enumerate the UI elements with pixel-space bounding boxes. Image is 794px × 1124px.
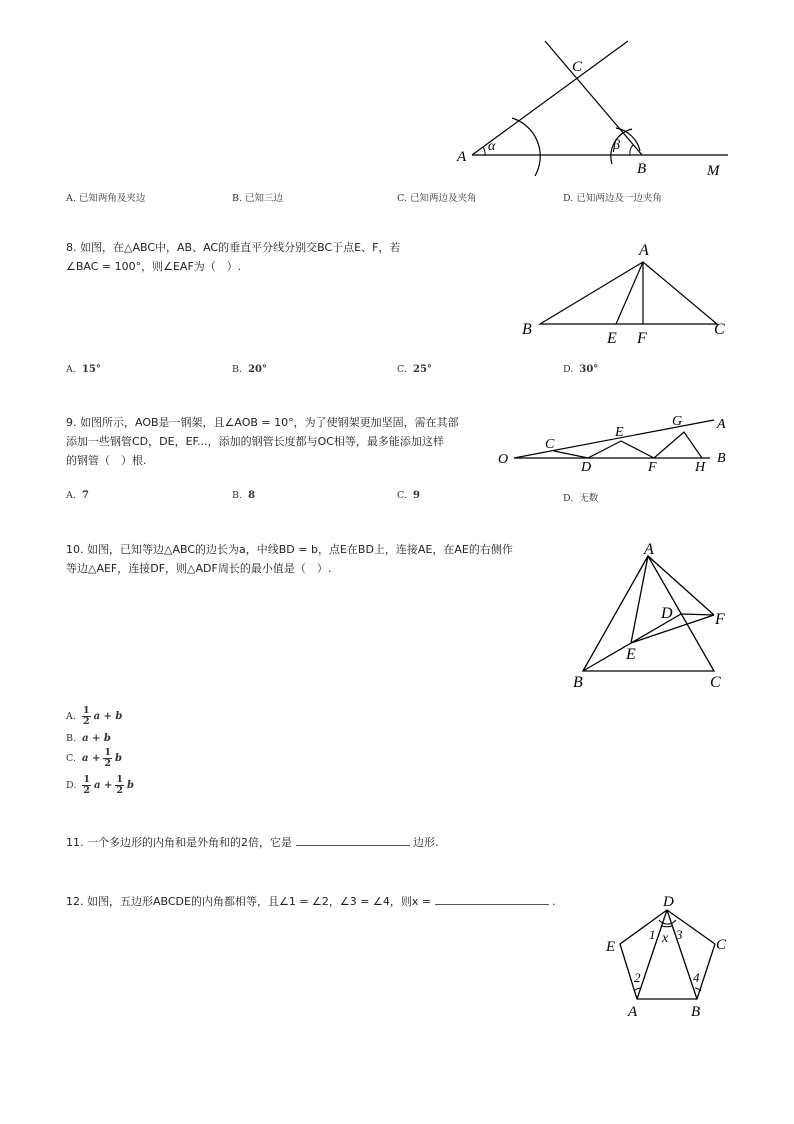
option-expr: a + b [82,733,111,744]
q9-label-E: E [615,425,624,440]
q10-label-E: E [626,646,636,663]
q7-label-beta: β [613,138,620,153]
q7-figure [450,36,740,186]
q10-label-C: C [710,674,721,691]
option-value: 无数 [579,493,599,504]
option-letter: A. [66,490,76,501]
option-value: 25° [413,364,432,375]
q7-option-c[interactable] [397,190,477,204]
q11-stem-pre: 11. 一个多边形的内角和是外角和的2倍，它是 [66,836,292,849]
option-letter: D. [66,780,77,791]
option-letter: C. [397,490,407,501]
option-value: 30° [579,364,599,375]
option-letter: B. [66,733,77,744]
option-letter: A. [66,711,76,722]
q7-label-alpha: α [488,139,496,154]
option-letter: B. [232,490,243,501]
option-value: 8 [248,490,256,501]
q10-stem [66,540,566,578]
option-letter: D. [563,193,574,204]
option-letter: B. [232,193,243,204]
option-letter: C. [397,364,407,375]
q9-option-b[interactable] [232,490,255,501]
q8-label-F: F [637,330,647,347]
q9-stem-line3: 的钢管（ ）根. [66,454,147,467]
q12-stem-pre: 12. 如图，五边形ABCDE的内角都相等，且∠1 = ∠2，∠3 = ∠4，则x = [66,895,432,908]
option-expr-post: b [127,780,135,791]
q8-label-C: C [714,321,725,338]
q11-answer-blank[interactable] [296,834,410,846]
q7-label-B: B [637,161,647,177]
q9-stem-line1: 9. 如图所示，AOB是一钢架，且∠AOB = 10°，为了使钢架更加坚固，需在其部 [66,416,459,429]
q10-option-b[interactable] [66,733,111,744]
option-expr-pre: a + [82,753,101,764]
q10-label-F: F [715,611,725,628]
q9-label-O: O [498,452,509,467]
q9-label-G: G [672,414,683,429]
option-value: 9 [413,490,420,501]
q9-label-B: B [717,451,726,466]
option-text: 已知两边及夹角 [409,193,477,204]
option-text: 已知两角及夹边 [78,193,146,204]
option-text: 已知两边及一边夹角 [576,193,662,204]
q7-option-a[interactable] [66,190,145,204]
q7-option-d[interactable] [563,190,662,204]
option-letter: D. [563,493,574,504]
q8-option-c[interactable] [397,364,432,375]
q8-option-b[interactable] [232,364,267,375]
q8-stem-line1: 8. 如图，在△ABC中，AB、AC的垂直平分线分别交BC于点E、F，若 [66,241,401,254]
q12-label-3: 3 [676,927,683,942]
q8-option-a[interactable] [66,364,101,375]
q10-label-B: B [573,674,583,691]
q9-stem [66,413,496,470]
option-value: 15° [81,364,101,375]
q8-label-B: B [522,321,532,338]
q7-label-A: A [457,149,467,165]
q12-figure [600,890,740,1022]
q12-label-1: 1 [649,927,656,942]
q12-answer-blank[interactable] [435,893,549,905]
q10-label-D: D [661,605,673,622]
q7-label-C: C [572,59,583,75]
q9-label-H: H [695,460,706,475]
q11-stem-post: 边形. [413,836,439,849]
q9-option-d[interactable] [563,490,598,504]
q10-option-c[interactable] [66,748,122,769]
q10-option-a[interactable] [66,706,122,727]
option-expr-mid: a + [94,780,113,791]
q9-label-F: F [648,460,657,475]
option-letter: D. [563,364,574,375]
q9-label-C: C [545,437,555,452]
q12-stem-post: . [552,895,556,908]
q7-option-b[interactable] [232,190,283,204]
q10-label-A: A [644,541,654,558]
q10-stem-line1: 10. 如图，已知等边△ABC的边长为a，中线BD = b，点E在BD上，连接AE，在AE的右侧作 [66,543,513,556]
q10-option-d[interactable] [66,775,134,796]
q12-label-2: 2 [634,970,641,985]
option-expr-post: b [115,753,123,764]
option-letter: A. [66,193,76,204]
q8-label-E: E [607,330,617,347]
fraction-one-half: $\frac{1}{2}$ [116,774,124,796]
q8-stem [66,238,486,276]
fraction-one-half: $\frac{1}{2}$ [104,747,111,769]
q9-label-D: D [581,460,592,475]
q10-stem-line2: 等边△AEF，连接DF，则△ADF周长的最小值是（ ）. [66,562,332,575]
q10-figure [566,538,736,693]
q9-stem-line2: 添加一些钢管CD，DE，EF...，添加的钢管长度都与OC相等，最多能添加这样 [66,435,444,448]
q11-stem [66,833,566,852]
q12-label-A: A [628,1004,638,1020]
q12-label-C: C [716,937,727,953]
fraction-one-half: $\frac{1}{2}$ [83,774,90,796]
fraction-one-half: $\frac{1}{2}$ [82,705,90,727]
q12-label-4: 4 [693,970,700,985]
option-letter: C. [66,753,76,764]
q9-figure [494,408,734,478]
q12-label-x: x [662,931,669,946]
q12-stem [66,892,586,911]
q12-label-E: E [606,939,616,955]
option-text: 已知三边 [245,193,284,204]
q8-stem-line2: ∠BAC = 100°，则∠EAF为（ ）. [66,260,242,273]
q8-option-d[interactable] [563,364,598,375]
option-letter: B. [232,364,243,375]
option-letter: A. [66,364,76,375]
q8-label-A: A [639,242,649,259]
q12-label-D: D [663,894,674,910]
option-letter: C. [397,193,407,204]
q7-label-M: M [707,163,720,179]
option-value: 20° [248,364,267,375]
q8-figure [515,238,735,348]
option-value: 7 [81,490,89,501]
option-expr: a + b [93,711,123,722]
q12-label-B: B [691,1004,701,1020]
q9-label-A: A [717,417,726,432]
q9-option-c[interactable] [397,490,420,501]
q9-option-a[interactable] [66,490,89,501]
